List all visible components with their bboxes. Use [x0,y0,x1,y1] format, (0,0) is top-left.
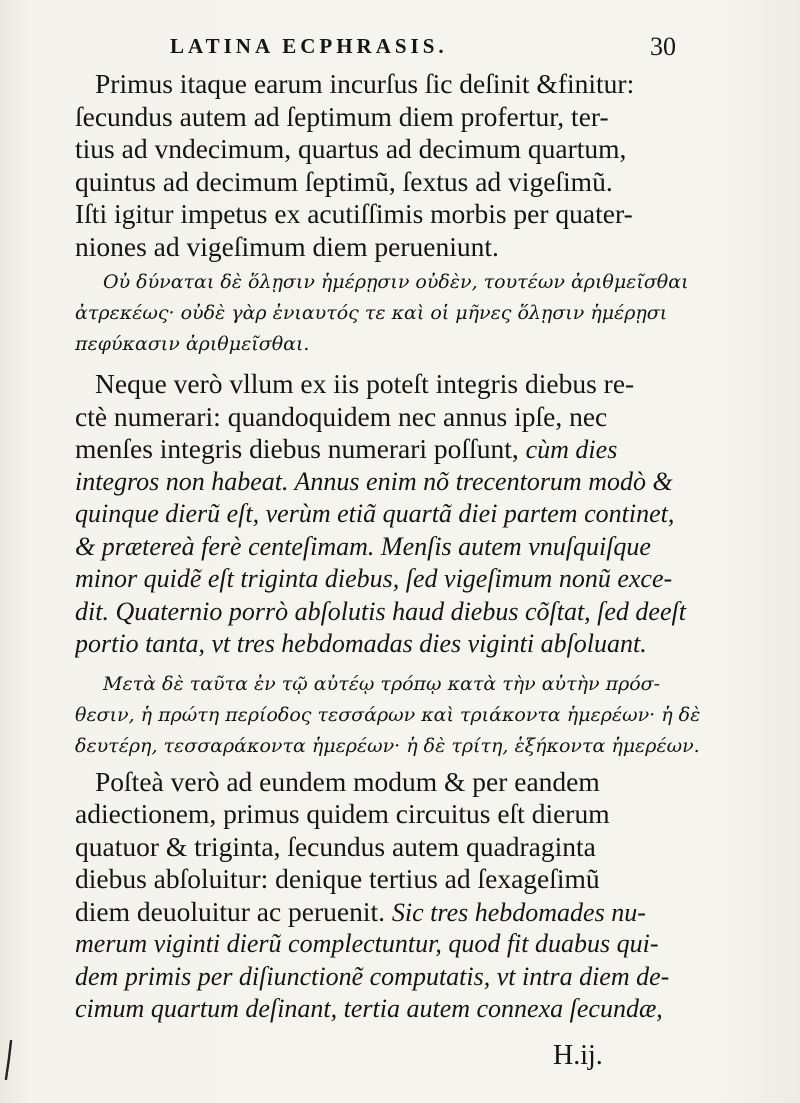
italic-line: cimum quartum deſinant, tertia autem connexa ſecundæ, [75,994,663,1023]
italic-line: dem primis per diſiunctionẽ computatis, vt intra diem de- [75,961,670,991]
greek-line: Οὐ δύναται δὲ ὅλῃσιν ἡμέρῃσιν οὐδὲν, τουτέων ἀριθμεῖσθαι [103,271,689,293]
text-line: ſecundus autem ad ſeptimum diem profertur, ter- [75,100,609,132]
paragraph-3 [75,766,715,1026]
text-line: diebus abſoluitur: denique tertius ad ſexageſimũ [75,863,600,894]
italic-line: quinque dierũ eſt, verùm etiã quartã diei partem continet, [75,499,675,528]
greek-line: δευτέρη, τεσσαράκοντα ἡμερέων· ἡ δὲ τρίτη, ἑξήκοντα ἡμερέων. [75,734,700,757]
italic-line: minor quidẽ eſt triginta diebus, ſed vigeſimum nonũ exce- [75,564,673,593]
italic-span: cùm dies [525,435,618,464]
text-line: Primus itaque earum incurſus ſic deſinit &finitur: [95,68,635,99]
text-line-mixed [75,433,715,466]
italic-line: merum viginti dierũ complectuntur, quod fit duabus qui- [75,929,659,958]
greek-line: πεφύκασιν ἀριθμεῖσθαι. [75,333,310,355]
text-line: quatuor & triginta, ſecundus autem quadraginta [75,830,596,862]
text-block [75,68,715,1026]
italic-line: & prætereà ferè centeſimam. Menſis autem vnuſquiſque [75,531,651,561]
text-line: Iſti igitur impetus ex acutiſſimis morbis per quater- [75,198,633,229]
greek-line: Μετὰ δὲ ταῦτα ἐν τῷ αὐτέῳ τρόπῳ κατὰ τὴν αὐτὴν πρόσ- [103,672,661,695]
text-line: Neque verò vllum ex iis poteſt integris diebus re- [95,368,635,399]
text-line: tius ad vndecimum, quartus ad decimum quartum, [75,133,627,164]
text-line-mixed [75,896,715,929]
roman-span: diem deuoluitur ac peruenit. [75,895,392,927]
text-line: niones ad vigeſimum diem perueniunt. [75,230,499,262]
text-line: adiectionem, primus quidem circuitus eſt dierum [75,798,610,829]
running-head: LATINA ECPHRASIS. [170,34,448,58]
margin-stroke-mark [4,1040,14,1080]
paragraph-1 [75,68,715,263]
italic-line: integros non habeat. Annus enim nõ trecentorum modò & [75,466,673,496]
italic-line: portio tanta, vt tres hebdomadas dies viginti abſoluant. [75,629,647,658]
roman-span: menſes integris diebus numerari poſſunt, [75,433,526,464]
greek-quotation-1 [75,267,715,360]
italic-span: Sic tres hebdomades nu- [391,897,646,927]
greek-quotation-2 [75,669,715,762]
italic-line: dit. Quaternio porrò abſolutis haud diebus cõſtat, ſed deeſt [75,596,686,626]
signature-mark: H.ij. [553,1040,603,1071]
text-line: ctè numerari: quandoquidem nec annus ipſe, nec [75,400,608,432]
paragraph-2 [75,368,715,661]
text-line: Poſteà verò ad eundem modum & per eandem [95,765,600,797]
page-number: 30 [650,32,676,61]
greek-line: θεσιν, ἡ πρώτη περίοδος τεσσάρων καὶ τριάκοντα ἡμερέων· ἡ δὲ [75,703,701,726]
greek-line: ἀτρεκέως· οὐδὲ γὰρ ἐνιαυτός τε καὶ οἱ μῆνες ὅλῃσιν ἡμέρῃσι [75,302,668,324]
text-line: quintus ad decimum ſeptimũ, ſextus ad vigeſimũ. [75,165,613,197]
